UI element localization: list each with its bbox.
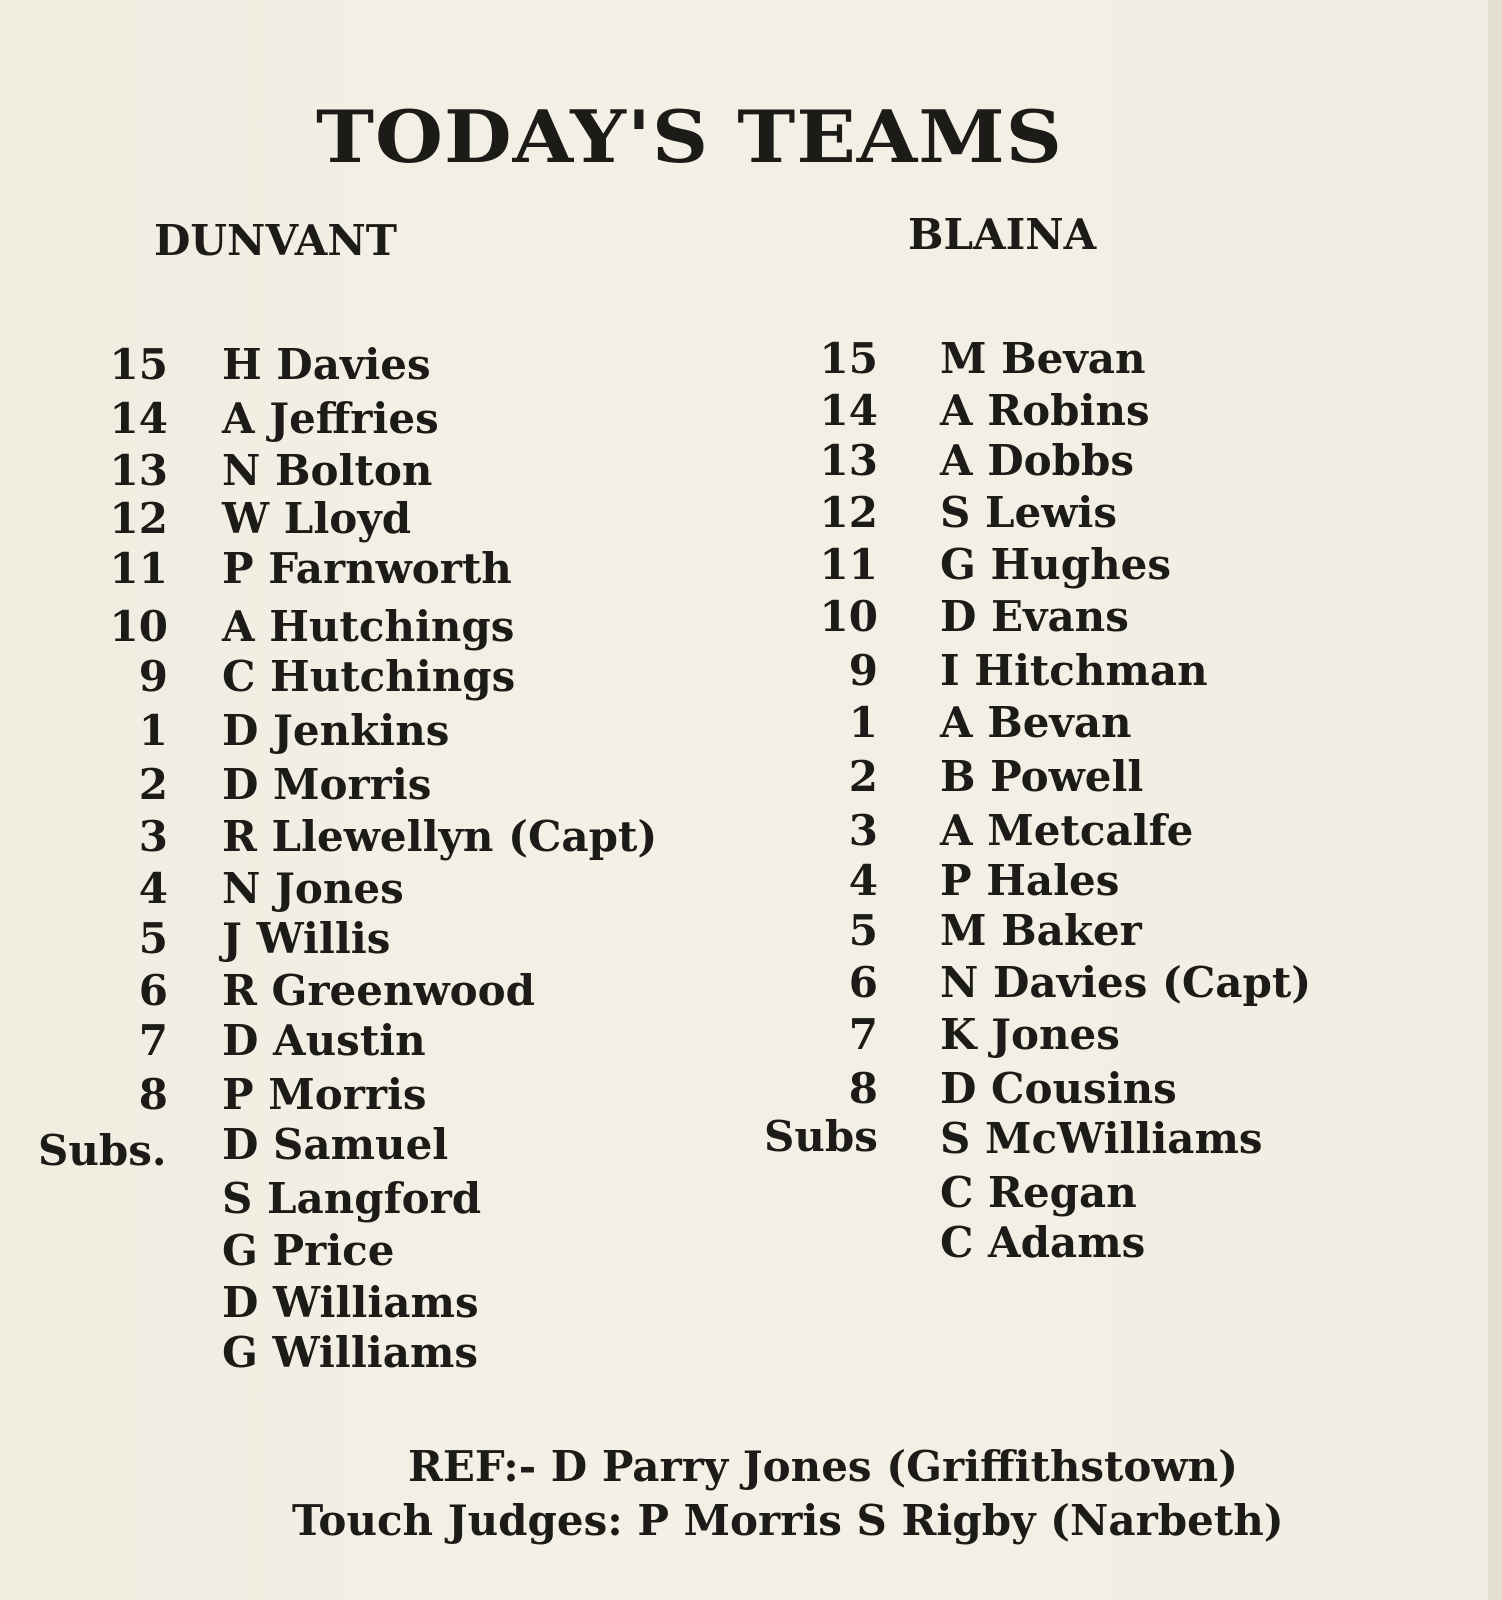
sub-name: D Williams [222, 1278, 479, 1327]
player-name: G Hughes [940, 540, 1171, 589]
player-name: A Hutchings [222, 602, 515, 651]
player-number: 14 [109, 394, 168, 443]
home-subs-label: Subs. [38, 1126, 167, 1175]
player-number: 9 [138, 652, 168, 701]
page-title: TODAY'S TEAMS [316, 96, 1063, 180]
player-name: M Bevan [940, 334, 1146, 383]
player-number: 13 [819, 436, 878, 485]
player-name: M Baker [940, 906, 1142, 955]
player-name: A Jeffries [222, 394, 439, 443]
away-team-name: BLAINA [908, 210, 1097, 259]
referee-line: REF:- D Parry Jones (Griffithstown) [408, 1442, 1239, 1491]
player-number: 1 [848, 698, 878, 747]
player-name: N Bolton [222, 446, 433, 495]
player-number: 9 [848, 646, 878, 695]
sub-name: C Adams [940, 1218, 1146, 1267]
player-number: 12 [819, 488, 878, 537]
player-number: 7 [848, 1010, 878, 1059]
player-name: N Jones [222, 864, 404, 913]
player-number: 3 [138, 812, 168, 861]
player-number: 8 [848, 1064, 878, 1113]
player-number: 6 [138, 966, 168, 1015]
player-number: 14 [819, 386, 878, 435]
player-name: P Farnworth [222, 544, 512, 593]
sub-name: G Williams [222, 1328, 479, 1377]
player-number: 2 [848, 752, 878, 801]
player-number: 10 [819, 592, 878, 641]
player-number: 1 [138, 706, 168, 755]
player-number: 10 [109, 602, 168, 651]
player-number: 15 [109, 340, 168, 389]
player-number: 4 [848, 856, 878, 905]
player-name: P Hales [940, 856, 1120, 905]
player-name: D Jenkins [222, 706, 450, 755]
player-number: 6 [848, 958, 878, 1007]
player-number: 11 [109, 544, 168, 593]
player-name: S Lewis [940, 488, 1117, 537]
page-edge [1488, 0, 1502, 1600]
home-team-name: DUNVANT [154, 216, 397, 265]
player-number: 5 [138, 914, 168, 963]
player-name: P Morris [222, 1070, 427, 1119]
player-name: H Davies [222, 340, 431, 389]
player-name: A Metcalfe [940, 806, 1194, 855]
player-name: D Cousins [940, 1064, 1177, 1113]
player-name: D Morris [222, 760, 432, 809]
player-name: K Jones [940, 1010, 1120, 1059]
player-number: 12 [109, 494, 168, 543]
player-number: 5 [848, 906, 878, 955]
player-name: A Dobbs [940, 436, 1135, 485]
sub-name: S Langford [222, 1174, 482, 1223]
sub-name: C Regan [940, 1168, 1137, 1217]
touch-judges-line: Touch Judges: P Morris S Rigby (Narbeth) [292, 1496, 1284, 1545]
player-name: B Powell [940, 752, 1144, 801]
player-name: A Robins [940, 386, 1150, 435]
player-name: C Hutchings [222, 652, 516, 701]
sub-name: S McWilliams [940, 1114, 1263, 1163]
player-number: 11 [819, 540, 878, 589]
sub-name: D Samuel [222, 1120, 449, 1169]
player-number: 4 [138, 864, 168, 913]
player-name: R Greenwood [222, 966, 536, 1015]
player-name: D Evans [940, 592, 1129, 641]
player-number: 2 [138, 760, 168, 809]
player-number: 13 [109, 446, 168, 495]
player-number: 8 [138, 1070, 168, 1119]
player-name: W Lloyd [222, 494, 412, 543]
player-name: I Hitchman [940, 646, 1208, 695]
player-number: 15 [819, 334, 878, 383]
sub-name: G Price [222, 1226, 395, 1275]
player-name: R Llewellyn (Capt) [222, 812, 658, 861]
player-number: 3 [848, 806, 878, 855]
player-number: 7 [138, 1016, 168, 1065]
player-name: J Willis [222, 914, 391, 963]
player-name: N Davies (Capt) [940, 958, 1312, 1007]
player-name: D Austin [222, 1016, 426, 1065]
away-subs-label: Subs [764, 1112, 878, 1161]
player-name: A Bevan [940, 698, 1132, 747]
